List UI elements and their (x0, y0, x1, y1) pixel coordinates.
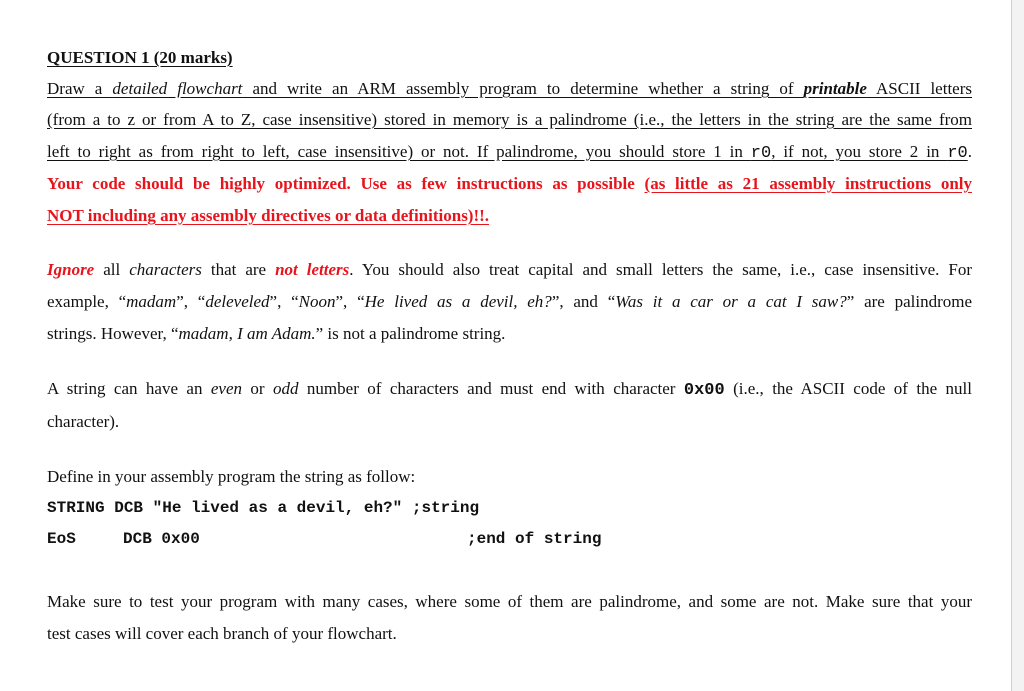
para2-line1 (47, 259, 972, 281)
para2-line3 (47, 323, 505, 345)
text: Draw a (47, 79, 113, 98)
text: all (94, 260, 130, 279)
text: left to right as from right to left, case insensitive) or not. If palindrome, you should store 1 in (47, 142, 751, 161)
para4-intro: Define in your assembly program the string as follow: (47, 467, 416, 486)
null-char-code: 0x00 (683, 381, 725, 400)
text: example, “ (47, 292, 127, 311)
code-comment-eos: ;end of string (467, 530, 602, 548)
example: He lived as a devil, eh? (364, 292, 552, 311)
text: ”, and “ (551, 292, 616, 311)
text: (i.e., the ASCII code of the null (724, 379, 972, 398)
text: and write an ARM assembly program to determine whether a string of (242, 79, 804, 98)
para5-line2: test cases will cover each branch of your flowchart. (47, 624, 397, 643)
text: ” are palindrome (846, 292, 973, 311)
text-emph: odd (273, 379, 299, 398)
text: (as little as 21 assembly instructions only (644, 174, 972, 193)
para3-line2: character). (47, 412, 120, 431)
para1-line5: NOT including any assembly directives or data definitions)!!. (47, 206, 490, 225)
text-emph: not letters (275, 260, 350, 279)
text: that are (201, 260, 276, 279)
para1-line2: (from a to z or from A to Z, case insensitive) stored in memory is a palindrome (i.e., the letters in the string are the same from (47, 110, 972, 129)
text-emph: even (210, 379, 243, 398)
para1-line4 (47, 173, 972, 195)
text: Your code should be highly optimized. Use as few instructions as possible (47, 174, 645, 193)
question-title: QUESTION 1 (20 marks) (47, 48, 233, 67)
example: Noon (298, 292, 336, 311)
para5-line1: Make sure to test your program with many cases, where some of them are palindrome, and some are not. Make sure that your (47, 592, 972, 611)
text: number of characters and must end with character (298, 379, 684, 398)
para1-line3 (47, 141, 972, 165)
code-line-string: STRING DCB "He lived as a devil, eh?" ;string (47, 499, 480, 517)
example: madam, I am Adam. (178, 324, 316, 343)
text: ”, “ (335, 292, 365, 311)
text: . (967, 142, 972, 161)
text: A string can have an (47, 379, 211, 398)
text: . You should also treat capital and small letters the same, i.e., case insensitive. For (349, 260, 973, 279)
para2-line2 (47, 291, 972, 313)
text: ”, “ (176, 292, 206, 311)
register-r0: r0 (947, 144, 968, 163)
code-label-eos: EoS (47, 530, 76, 548)
text: strings. However, “ (47, 324, 179, 343)
text-emph: detailed flowchart (112, 79, 243, 98)
example: Was it a car or a cat I saw? (615, 292, 847, 311)
code-instr-dcb: DCB 0x00 (123, 530, 200, 548)
text: , if not, you store 2 in (771, 142, 948, 161)
text-emph: Ignore (47, 260, 95, 279)
example: deleveled (205, 292, 270, 311)
text: ASCII letters (866, 79, 972, 98)
text-emph: printable (803, 79, 867, 98)
example: madam (126, 292, 177, 311)
text-emph: characters (129, 260, 202, 279)
para3-line1 (47, 378, 972, 402)
page-edge (1011, 0, 1024, 691)
register-r0: r0 (750, 144, 772, 163)
text: ”, “ (269, 292, 299, 311)
text: or (242, 379, 274, 398)
para1-line1 (47, 78, 972, 100)
text: ” is not a palindrome string. (315, 324, 506, 343)
